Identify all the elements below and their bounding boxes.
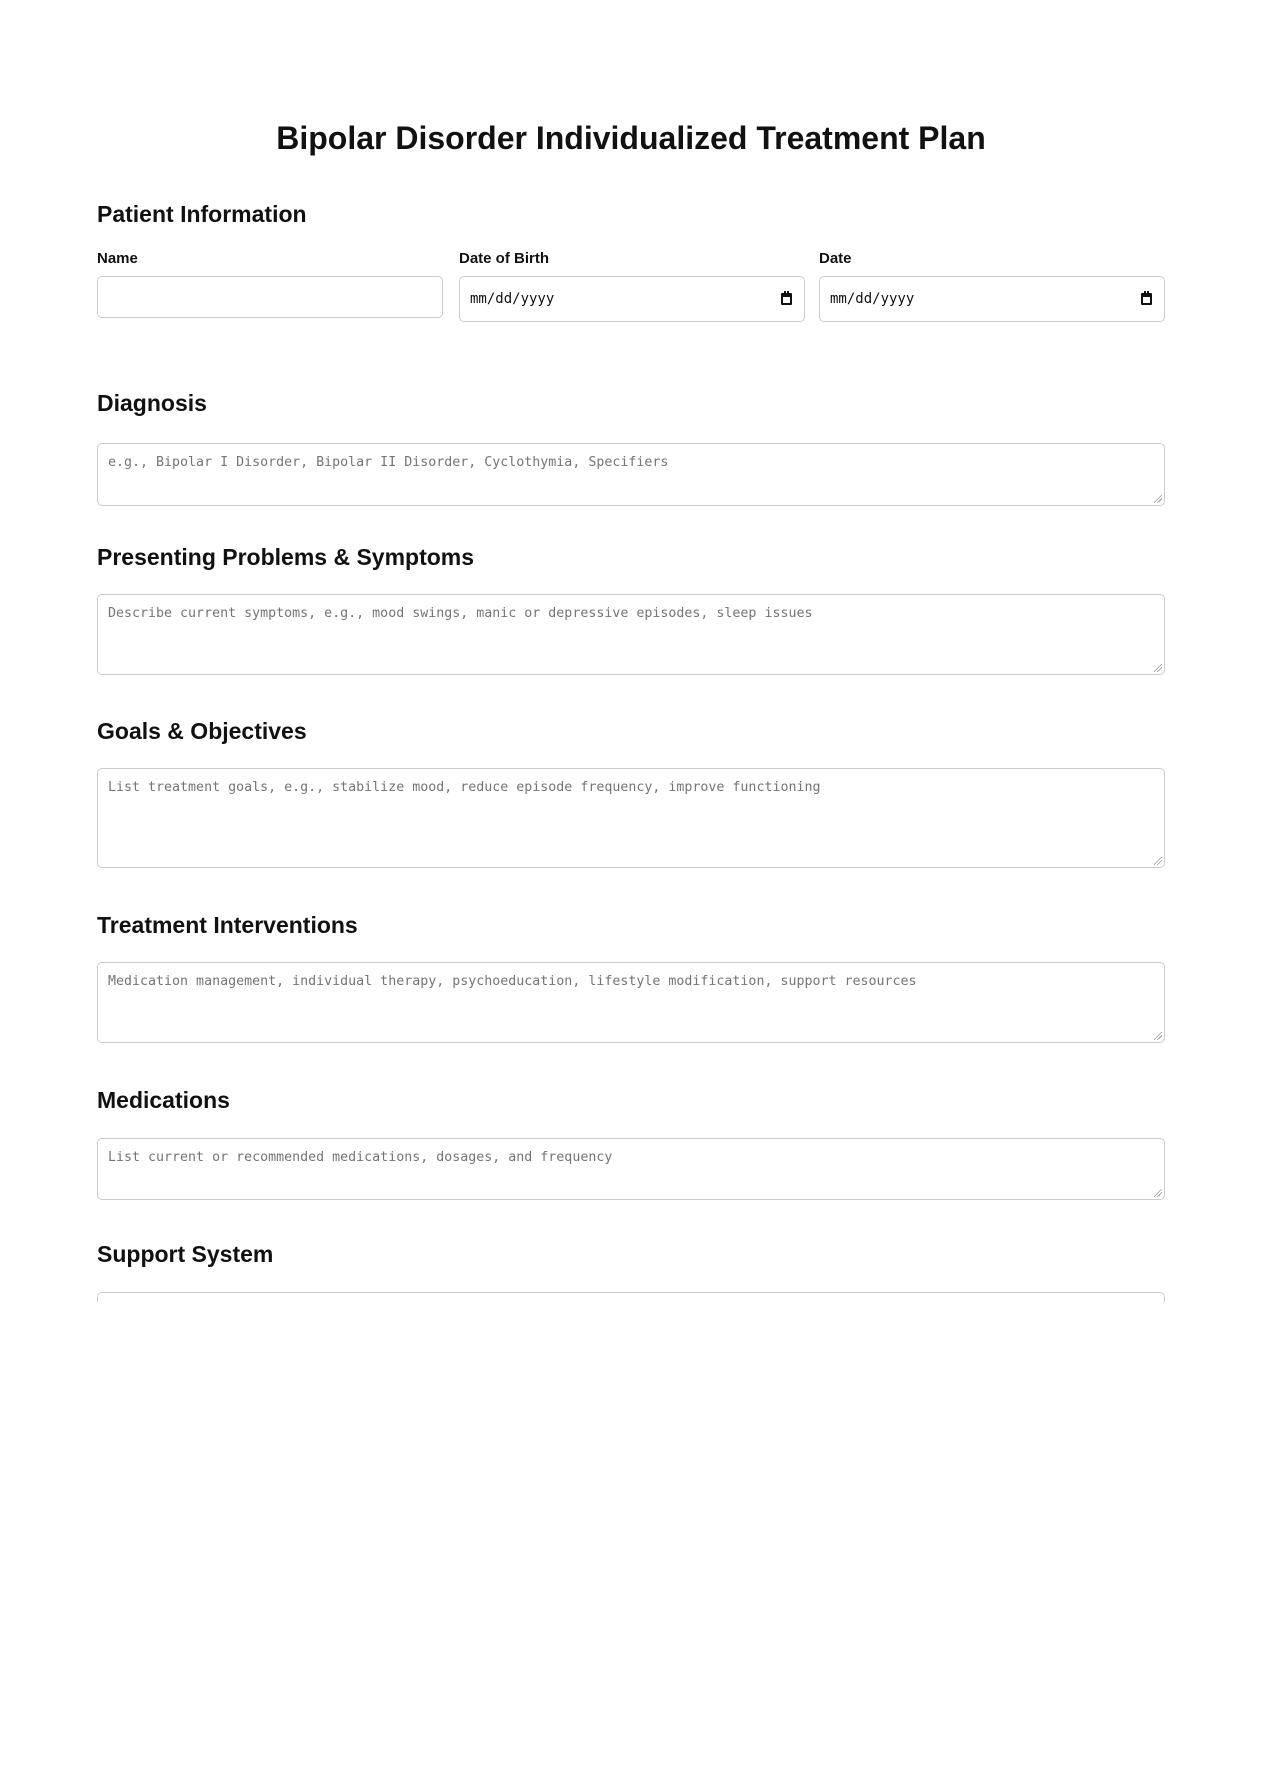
goals-objectives-placeholder: List treatment goals, e.g., stabilize mood, reduce episode frequency, improve functioning (108, 780, 821, 795)
resize-handle-icon[interactable] (1154, 495, 1162, 503)
section-heading-patient-information: Patient Information (97, 201, 307, 227)
medications-textarea[interactable] (97, 1138, 1165, 1200)
resize-handle-icon[interactable] (1154, 664, 1162, 672)
date-of-birth-value: mm/dd/yyyy (470, 291, 555, 307)
presenting-problems-textarea[interactable] (97, 594, 1165, 675)
diagnosis-placeholder: e.g., Bipolar I Disorder, Bipolar II Disorder, Cyclothymia, Specifiers (108, 455, 669, 470)
date-input[interactable] (819, 276, 1165, 322)
name-input[interactable] (97, 276, 443, 318)
treatment-interventions-placeholder: Medication management, individual therapy, psychoeducation, lifestyle modification, support resources (108, 974, 917, 989)
section-heading-diagnosis: Diagnosis (97, 390, 207, 416)
treatment-interventions-textarea[interactable] (97, 962, 1165, 1043)
page-title: Bipolar Disorder Individualized Treatment Plan (276, 120, 986, 156)
goals-objectives-textarea[interactable] (97, 768, 1165, 868)
medications-placeholder: List current or recommended medications, dosages, and frequency (108, 1150, 613, 1165)
calendar-icon[interactable] (1141, 293, 1152, 305)
resize-handle-icon[interactable] (1154, 1032, 1162, 1040)
name-label: Name (97, 250, 138, 267)
support-system-textarea[interactable] (97, 1292, 1165, 1302)
section-heading-medications: Medications (97, 1087, 230, 1113)
date-label: Date (819, 250, 852, 267)
calendar-icon[interactable] (781, 293, 792, 305)
diagnosis-textarea[interactable] (97, 443, 1165, 506)
resize-handle-icon[interactable] (1154, 1189, 1162, 1197)
section-heading-presenting-problems: Presenting Problems & Symptoms (97, 544, 475, 570)
section-heading-treatment-interventions: Treatment Interventions (97, 912, 358, 938)
date-of-birth-label: Date of Birth (459, 250, 549, 267)
presenting-problems-placeholder: Describe current symptoms, e.g., mood swings, manic or depressive episodes, sleep issues (108, 606, 813, 621)
resize-handle-icon[interactable] (1154, 857, 1162, 865)
section-heading-support-system: Support System (97, 1241, 274, 1267)
date-of-birth-input[interactable] (459, 276, 805, 322)
section-heading-goals-objectives: Goals & Objectives (97, 718, 307, 744)
date-value: mm/dd/yyyy (830, 291, 915, 307)
